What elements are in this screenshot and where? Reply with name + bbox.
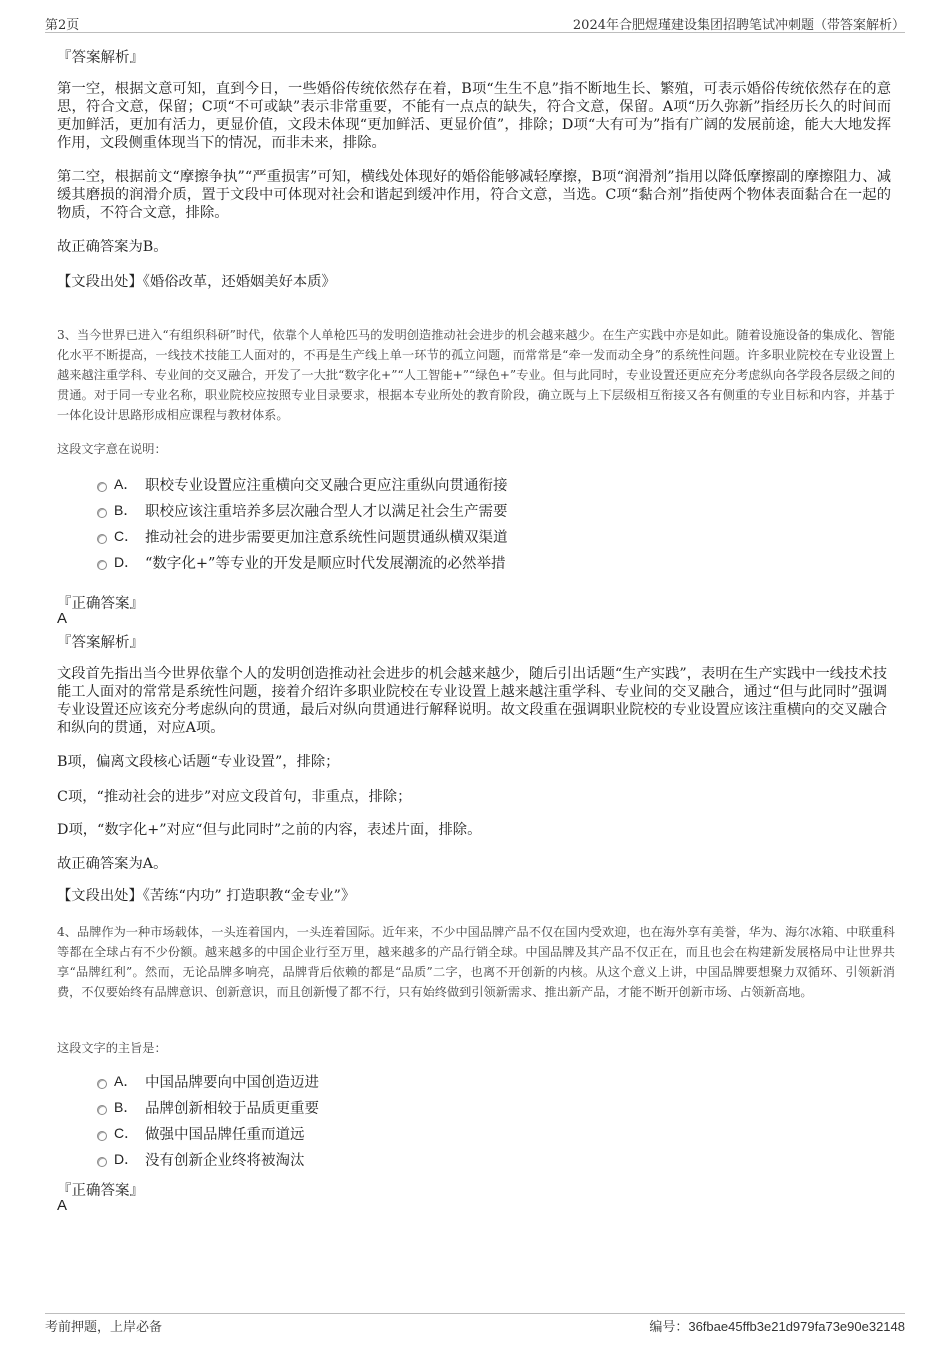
- radio-button-icon[interactable]: [97, 534, 107, 544]
- q4-prompt: 这段文字的主旨是：: [57, 1041, 167, 1055]
- q3-analysis-label: 『答案解析』: [57, 635, 144, 651]
- q2-source: 【文段出处】《婚俗改革，还婚姻美好本质》: [57, 274, 336, 290]
- page-header: [45, 10, 905, 33]
- q3-analysis-b: B项，偏离文段核心话题“专业设置”，排除；: [57, 754, 340, 770]
- q3-analysis-d: D项，“数字化+”对应“但与此同时”之前的内容，表述片面，排除。: [57, 822, 482, 838]
- radio-button-icon[interactable]: [97, 1131, 107, 1141]
- q4-stem: 4、品牌作为一种市场载体，一头连着国内，一头连着国际。近年来，不少中国品牌产品不仅在国内受欢迎，也在海外享有美誉，华为、海尔冰箱、中联重科等都在全球占有不少份额。越来越多的中国企业行至万里，越来越多的产品行销全球。中国品牌及其产品不仅正在，而且也会在构建新发展格局中让世界共享“品牌红利”。然而，无论品牌多响亮，品牌背后依赖的都是“品质”二字，也离不开创新的内核。从这个意义上讲，中国品牌要想聚力双循环、引领新消费，不仅要始终有品牌意识、创新意识，而且创新慢了都不行，只有始终做到引领新需求、推出新产品，才能不断开创新市场、占领新高地。: [57, 925, 895, 999]
- radio-button-icon[interactable]: [97, 1105, 107, 1115]
- q2-analysis-paragraph-1: 第一空，根据文意可知，直到今日，一些婚俗传统依然存在着，B项“生生不息”指不断地生长、繁殖，可表示婚俗传统依然存在的意思，符合文意，保留；C项“不可或缺”表示非常重要，不能有一点点的缺失，符合文意，保留。A项“历久弥新”指经历长久的时间而更加鲜活，更加有活力，更显价值，文段未体现“更加鲜活、更显价值”，排除；D项“大有可为”指有广阔的发展前途，能大大地发挥作用，文段侧重体现当下的情况，而非未来，排除。: [57, 81, 891, 151]
- radio-button-icon[interactable]: [97, 508, 107, 518]
- document-title: 2024年合肥煜瑾建设集团招聘笔试冲刺题（带答案解析）: [572, 18, 905, 33]
- q2-conclusion: 故正确答案为B。: [57, 239, 168, 255]
- document-code: [649, 1316, 905, 1335]
- page-number: 第2页: [45, 18, 80, 33]
- radio-button-icon[interactable]: [97, 560, 107, 570]
- q3-analysis-paragraph: 文段首先指出当今世界依靠个人的发明创造推动社会进步的机会越来越少，随后引出话题“生产实践”，表明在生产实践中一线技术技能工人面对的常常是系统性问题，接着介绍许多职业院校在专业设置上越来越注重学科、专业间的交叉融合，通过“但与此同时”强调专业设置还应该充分考虑纵向的贯通，最后对纵向贯通进行解释说明。故文段重在强调职业院校的专业设置应该注重横向的交叉融合和纵向的贯通，对应A项。: [57, 666, 887, 736]
- q2-analysis-label: 『答案解析』: [57, 50, 144, 66]
- radio-button-icon[interactable]: [97, 1157, 107, 1167]
- q3-analysis-c: C项，“推动社会的进步”对应文段首句，非重点，排除；: [57, 789, 412, 805]
- q4-answer: A: [57, 1197, 68, 1214]
- radio-button-icon[interactable]: [97, 1079, 107, 1089]
- q3-answer-label: 『正确答案』: [57, 596, 144, 612]
- q3-source: 【文段出处】《苦练“内功” 打造职教“金专业”》: [57, 888, 356, 904]
- q3-stem: 3、当今世界已进入“有组织科研”时代，依靠个人单枪匹马的发明创造推动社会进步的机会越来越少。在生产实践中亦是如此。随着设施设备的集成化、智能化水平不断提高，一线技术技能工人面对的，不再是生产线上单一环节的孤立问题，而常常是“牵一发而动全身”的系统性问题。许多职业院校在专业设置上越来越注重学科、专业间的交叉融合，开发了一大批“数字化+”“人工智能+”“绿色+”专业。但与此同时，专业设置还更应充分考虑纵向各学段各层级之间的贯通。对于同一专业名称，职业院校应按照专业目录要求，根据本专业所处的教育阶段，确立既与上下层级相互衔接又各有侧重的专业目标和内容，并基于一体化设计思路形成相应课程与教材体系。: [57, 328, 895, 422]
- page-footer: [45, 1313, 905, 1338]
- footer-slogan: 考前押题，上岸必备: [45, 1320, 163, 1335]
- q2-analysis-paragraph-2: 第二空，根据前文“摩擦争执”“严重损害”可知，横线处体现好的婚俗能够减轻摩擦，B项“润滑剂”指用以降低摩擦副的摩擦阻力、减缓其磨损的润滑介质，置于文段中可体现对社会和谐起到缓冲作用，符合文意，当选。C项“黏合剂”指使两个物体表面黏合在一起的物质，不符合文意，排除。: [57, 169, 891, 221]
- document-code-label: 编号：: [649, 1320, 689, 1335]
- document-code-value: 36fbae45ffb3e21d979fa73e90e32148: [688, 1319, 905, 1334]
- q3-conclusion: 故正确答案为A。: [57, 856, 168, 872]
- q3-prompt: 这段文字意在说明：: [57, 442, 167, 456]
- radio-button-icon[interactable]: [97, 482, 107, 492]
- q4-answer-label: 『正确答案』: [57, 1183, 144, 1199]
- q3-answer: A: [57, 610, 68, 627]
